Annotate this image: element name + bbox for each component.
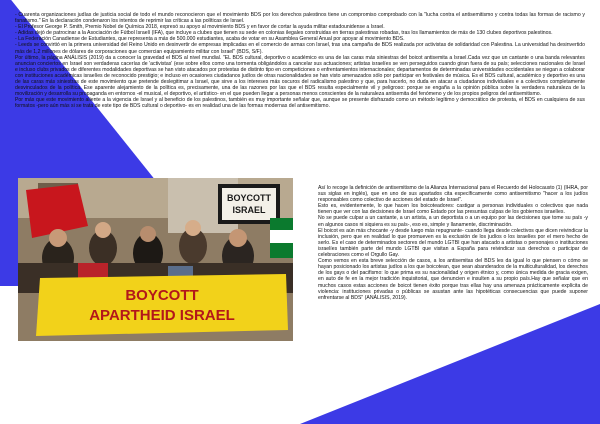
banner-text: BOYCOTT xyxy=(125,287,199,304)
boycott-banner xyxy=(36,274,288,336)
blue-triangle-bottom-right xyxy=(300,304,600,424)
paragraph: Por más que este movimiento aliente a la vigencia de Israel y al beneficio de los palestinos, también es muy importante señalar que, aunque se presente disfrazado como un método legítimo y democrático de protesta, el BDS en cualquiera de sus formatos -pero aún más si se trata de este tipo de BDS cultural o deportivo- es en realidad una de las formas modernas del antisemitismo. xyxy=(15,97,585,110)
paragraph: Como vemos en esta breve selección de casos, a los antisemitas del BDS les da igual lo que piensen o cómo se hayan posicionado los artistas judíos a los que boicotean, que sean abanderados de la multiculturalidad, los derechos de los gays o del pacifismo: lo que prima es su nacionalidad y origen étnico y, como única medida de gracia exigen, en auto de fe en la mejor tradición inquisitorial, que denuncien e insulten a su propio país.Hay que señalar que en muchos casos estas acciones de boicot tienen éxito porque tras ellas hay una amenaza prácticamente explícita de violencia: instituciones privadas o públicas se asustan ante las hipotéticas consecuencias que puede suponer enfrentarse al BDS" (ANÁLISIS, 2019). xyxy=(318,258,588,301)
right-text-block xyxy=(318,185,588,301)
banner-text: APARTHEID ISRAEL xyxy=(89,307,235,324)
protest-photo xyxy=(18,178,293,341)
paragraph: Por último, la página ANÁLISIS (2019) da a conocer la gravedad el BDS al nivel mundial. "EL BDS cultural, deportivo o académico es una de las caras más siniestras del boicot antisemita a Israel.Cada vez que un cantante o una banda relevantes anuncian conciertos en Israel son verdaderas cacerías de 'activistas' (ese sobre ellos como una tormenta obligándolos a cancelar sus actuaciones; artistas israelíes se ven perseguidos cuando giran fuera de su país; selecciones nacionales de Israel e incluso clubs privados de diferentes modalidades deportivas se han visto atacados por protestas de distinto tipo en competiciones o enfrentamientos internacionales; departamentos de determinadas universidades occidentales se niegan a colaborar con instituciones académicas israelíes de reconocido prestigio; e incluso en ocasiones ciudadanos judíos de otras nacionalidades se han visto amenazados sólo por participar en festivales de música. Es el BDS cultural, académico y deportivo es una de las caras más siniestras de este movimiento que pretende deslegitimar a Israel, que sirve a los intereses más oscuros del radicalismo palestino y que, para hacerlo, no duda en atacar a ciudadanos individuales e a colectivos completamente desvinculados de la política. Ese aparente alejamiento de la política es, precisamente, una de las razones por las que el BDS resulta especialmente vil y peligroso: porque se engaña a la opinión pública sobre la verdadera naturaleza de la movilización y desarrolla su propaganda en entornos -el musical, el deportivo, el artístico- en el que pueden llegar a personas menos conscientes de la naturaleza antisemita del fenómeno y de los propios peligros del antisemitismo. xyxy=(15,54,585,98)
paragraph: Esto es, evidentemente, lo que hacen los boicoteadores: castigar a personas individuales o colectivos que nada tienen que ver con las decisiones de Israel como Estado por las presuntas culpas de los gobiernos israelíes. xyxy=(318,203,588,216)
sign-text: BOYCOTT xyxy=(227,193,271,203)
paragraph: - Leeds se convirtió en la primera universidad del Reino Unido en desinvertir de empresas implicadas en el comercio de armas con Israel, tras una campaña de BDS realizada por activistas de solidaridad con Palestina. La universidad ha desinvertido más de 1,2 millones de dólares de corporaciones que comercian equipamiento militar con Israel" (BDS, S/F). xyxy=(15,42,585,55)
paragraph: No se puede culpar a un cantante, a un artista, a un deportista o a un equipo por las decisiones que tome su país -y en algunos casos ni siquiera es su país-, eso es, simple y llanamente, discriminación. xyxy=(318,215,588,228)
paragraph: - La Federación Canadiense de Estudiantes, que representa a más de 500.000 estudiantes, acaba de votar en su Asamblea General Anual por apoyar al movimiento BDS. xyxy=(15,36,405,43)
paragraph: - Cuarenta organizaciones judías de justicia social de todo el mundo reconocieron que el movimiento BDS por los derechos palestinos tiene un compromiso comprobado con la "lucha contra el antisemitismo y contra todas las formas de racismo y fanatismo." En la declaración condenaron los intentos de reprimir las críticas a las políticas de Israel. xyxy=(15,12,585,25)
paragraph: - El Profesor George P. Smith, Premio Nobel de Química 2018, expresó su apoyo al movimiento BDS y en favor de cortar la ayuda militar estadounidense a Israel. xyxy=(15,24,385,31)
top-text-block xyxy=(15,12,585,110)
paragraph: Así lo recoge la definición de antisemitismo de la Alianza Internacional para el Recuerdo del Holocausto (1) (IHRA, por sus siglas en inglés), que en uno de sus apartados cita específicamente como antisemitismo "hacer a los judíos responsables como colectivo de acciones del estado de Israel". xyxy=(318,185,588,204)
sign-text: ISRAEL xyxy=(232,205,266,215)
paragraph: - Adidas dejó de patrocinar a la Asociación de Fútbol Israelí (IFA), que incluye a clubes que tienen su sede en colonias ilegales construidas en tierras palestinas robadas, tras los llamamientos de más de 130 clubes deportivos palestinos. xyxy=(15,30,553,37)
paragraph: El boicot es aún más chocante -y desde luego más repugnante- cuando llega desde colectivos que dicen reivindicar la inclusión, pero que en realidad lo que promueven es la exclusión de los judíos o los israelíes por el mero hecho de serlo. Es el caso de determinados sectores del mundo LGTBI que han atacado a artistas o personajes o instituciones israelíes también parte del mundo LGTBI que visitan a España para reivindicar sus derechos o participar de celebraciones como el Orgullo Gay. xyxy=(318,227,588,259)
